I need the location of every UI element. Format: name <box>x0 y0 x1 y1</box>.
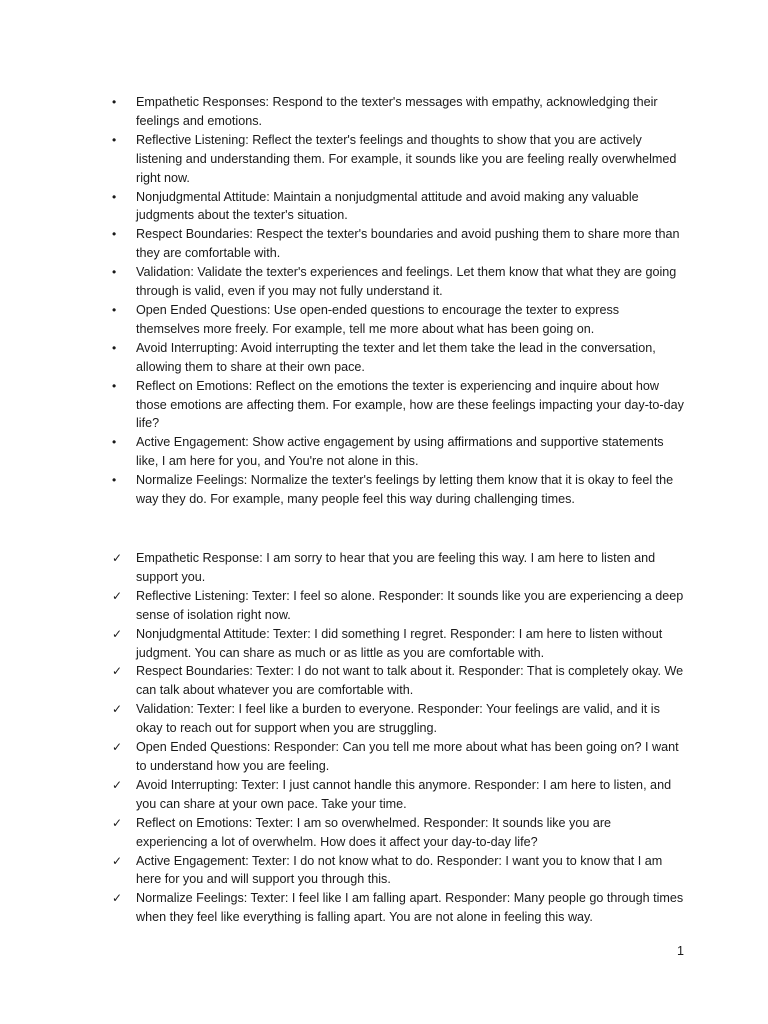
bullet-icon: • <box>112 302 117 317</box>
list-item <box>112 662 684 700</box>
checkmark-icon: ✓ <box>112 891 123 906</box>
list-item-text: Nonjudgmental Attitude: Texter: I did something I regret. Responder: I am here to listen without judgment. You can share as much or as little as you are comfortable with. <box>136 626 663 660</box>
checkmark-icon: ✓ <box>112 853 123 868</box>
checkmark-icon: ✓ <box>112 588 123 603</box>
list-item <box>112 93 684 131</box>
list-item-text: Validation: Validate the texter's experiences and feelings. Let them know that what they are going through is valid, even if you may not fully understand it. <box>136 265 677 299</box>
list-item <box>112 549 684 587</box>
list-item <box>112 889 684 927</box>
checkmark-icon: ✓ <box>112 740 123 755</box>
list-item-text: Reflective Listening: Texter: I feel so alone. Responder: It sounds like you are experiencing a deep sense of isolation right now. <box>136 588 684 622</box>
list-item-text: Reflect on Emotions: Reflect on the emotions the texter is experiencing and inquire about how those emotions are affecting them. For example, how are these feelings impacting your day-to-day life? <box>136 378 684 431</box>
list-item <box>112 587 684 625</box>
checkmark-icon: ✓ <box>112 626 123 641</box>
bullet-icon: • <box>112 95 117 109</box>
list-item-text: Respect Boundaries: Texter: I do not want to talk about it. Responder: That is completely okay. We can talk about whatever you are comfortable with. <box>136 664 684 698</box>
list-item-text: Avoid Interrupting: Avoid interrupting the texter and let them take the lead in the conversation, allowing them to share at their own pace. <box>136 340 656 374</box>
list-item-text: Normalize Feelings: Normalize the texter's feelings by letting them know that it is okay to feel the way they do. For example, many people feel this way during challenging times. <box>136 473 674 507</box>
list-item <box>112 433 684 471</box>
list-item <box>112 471 684 509</box>
list-item <box>112 225 684 263</box>
list-item-text: Empathetic Response: I am sorry to hear that you are feeling this way. I am here to listen and support you. <box>136 551 656 584</box>
list-item-text: Open Ended Questions: Use open-ended questions to encourage the texter to express themselves more freely. For example, tell me more about what has been going on. <box>136 302 620 336</box>
list-item <box>112 852 684 890</box>
list-item-text: Avoid Interrupting: Texter: I just cannot handle this anymore. Responder: I am here to listen, and you can share at your own pace. Take your time. <box>136 777 672 811</box>
list-item-text: Nonjudgmental Attitude: Maintain a nonjudgmental attitude and avoid making any valuable judgments about the texter's situation. <box>136 189 639 223</box>
list-item-text: Validation: Texter: I feel like a burden to everyone. Responder: Your feelings are valid, and it is okay to reach out for support when you are struggling. <box>136 702 660 736</box>
list-item <box>112 814 684 852</box>
list-item-text: Respect Boundaries: Respect the texter's boundaries and avoid pushing them to share more than they are comfortable with. <box>136 227 680 261</box>
list-item <box>112 131 684 188</box>
list-item <box>112 263 684 301</box>
bullet-icon: • <box>112 435 117 450</box>
checkmark-icon: ✓ <box>112 777 123 792</box>
list-item-text: Open Ended Questions: Responder: Can you tell me more about what has been going on? I want to understand how you are feeling. <box>136 740 679 773</box>
list-item <box>112 776 684 814</box>
list-item <box>112 738 684 776</box>
bullet-icon: • <box>112 473 117 488</box>
bullet-icon: • <box>112 340 117 355</box>
checkmark-icon: ✓ <box>112 551 123 565</box>
list-item <box>112 700 684 738</box>
bullet-icon: • <box>112 189 117 204</box>
bullet-icon: • <box>112 132 117 147</box>
list-item <box>112 339 684 377</box>
checkmark-icon: ✓ <box>112 664 123 679</box>
list-item-text: Normalize Feelings: Texter: I feel like I am falling apart. Responder: Many people go through times when they feel like everything is falling apart. You are not alone in feeling this way. <box>136 891 684 925</box>
list-item-text: Reflective Listening: Reflect the texter's feelings and thoughts to show that you are actively listening and understanding them. For example, it sounds like you are feeling really overwhelmed right now. <box>136 132 677 185</box>
bullet-icon: • <box>112 378 117 393</box>
list-item <box>112 301 684 339</box>
checkmark-icon: ✓ <box>112 702 123 717</box>
techniques-bullet-list <box>112 93 684 509</box>
list-item-text: Empathetic Responses: Respond to the texter's messages with empathy, acknowledging their feelings and emotions. <box>136 95 658 128</box>
list-item-text: Reflect on Emotions: Texter: I am so overwhelmed. Responder: It sounds like you are experiencing a lot of overwhelm. How does it affect your day-to-day life? <box>136 815 612 849</box>
list-item-text: Active Engagement: Show active engagement by using affirmations and supportive statements like, I am here for you, and You're not alone in this. <box>136 435 664 469</box>
bullet-icon: • <box>112 227 117 242</box>
bullet-icon: • <box>112 265 117 280</box>
list-item <box>112 188 684 226</box>
list-item <box>112 377 684 434</box>
list-item-text: Active Engagement: Texter: I do not know what to do. Responder: I want you to know that I am here for you and will support you through this. <box>136 853 663 887</box>
checkmark-icon: ✓ <box>112 815 123 830</box>
list-item <box>112 625 684 663</box>
page-number: 1 <box>676 944 684 958</box>
examples-checkmark-list <box>112 549 684 927</box>
